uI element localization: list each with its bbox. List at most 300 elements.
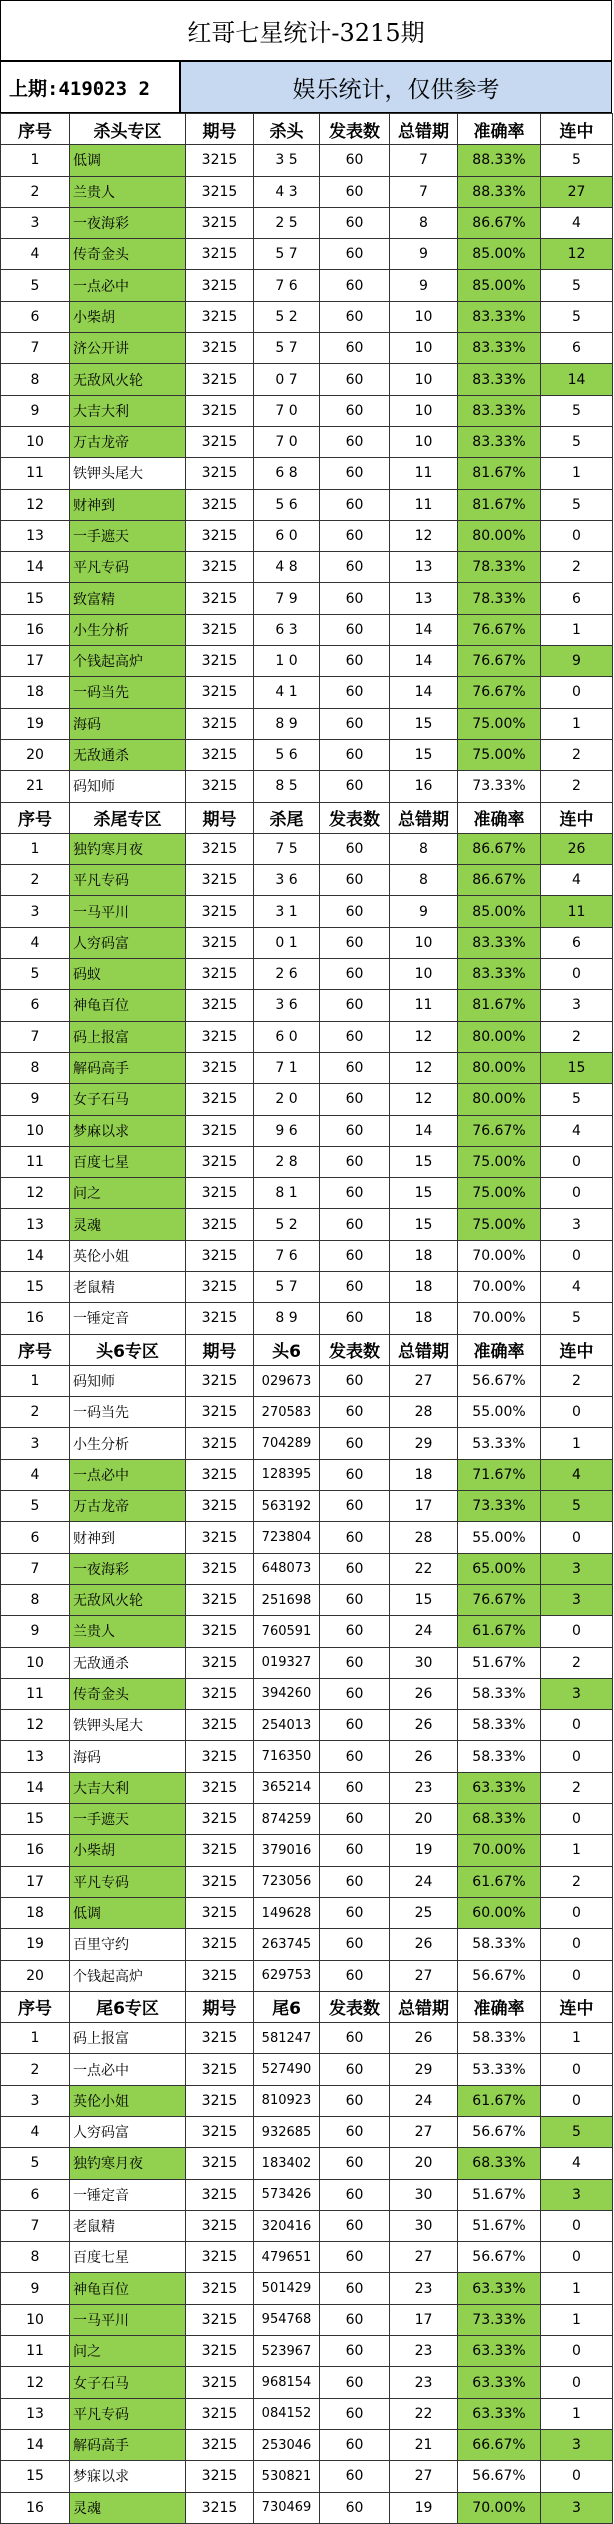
cell-errors: 12	[390, 520, 458, 551]
cell-errors: 25	[390, 1897, 458, 1928]
cell-errors: 14	[390, 614, 458, 645]
cell-published: 60	[320, 1522, 390, 1553]
cell-accuracy: 51.67%	[458, 2179, 541, 2210]
cell-value: 563192	[254, 1491, 320, 1522]
cell-issue: 3215	[186, 207, 254, 238]
table-row	[1, 176, 613, 207]
cell-index: 11	[1, 1678, 70, 1709]
cell-issue: 3215	[186, 739, 254, 770]
table-row	[1, 2023, 613, 2054]
cell-published: 60	[320, 270, 390, 301]
cell-issue: 3215	[186, 2148, 254, 2179]
cell-streak: 0	[541, 1710, 613, 1741]
cell-index: 11	[1, 458, 70, 489]
cell-published: 60	[320, 739, 390, 770]
cell-accuracy: 56.67%	[458, 2461, 541, 2492]
table-row	[1, 1146, 613, 1177]
cell-accuracy: 85.00%	[458, 270, 541, 301]
cell-errors: 27	[390, 1960, 458, 1991]
cell-published: 60	[320, 1897, 390, 1928]
cell-value: 2 5	[254, 207, 320, 238]
cell-index: 13	[1, 1209, 70, 1240]
cell-issue: 3215	[186, 1303, 254, 1334]
cell-accuracy: 53.33%	[458, 1428, 541, 1459]
cell-value: 9 6	[254, 1115, 320, 1146]
cell-issue: 3215	[186, 1584, 254, 1615]
table-row	[1, 1741, 613, 1772]
cell-index: 13	[1, 2398, 70, 2429]
cell-accuracy: 78.33%	[458, 552, 541, 583]
table-row	[1, 239, 613, 270]
cell-published: 60	[320, 2085, 390, 2116]
cell-issue: 3215	[186, 2336, 254, 2367]
cell-streak: 2	[541, 1866, 613, 1897]
cell-accuracy: 60.00%	[458, 1897, 541, 1928]
cell-streak: 6	[541, 583, 613, 614]
table-row	[1, 1428, 613, 1459]
table-row	[1, 552, 613, 583]
cell-index: 16	[1, 1835, 70, 1866]
cell-errors: 30	[390, 1647, 458, 1678]
cell-name: 英伦小姐	[70, 1240, 186, 1271]
cell-index: 3	[1, 2085, 70, 2116]
cell-errors: 29	[390, 1428, 458, 1459]
cell-published: 60	[320, 1491, 390, 1522]
cell-streak: 0	[541, 1741, 613, 1772]
header-issue: 期号	[186, 114, 254, 145]
cell-index: 7	[1, 333, 70, 364]
cell-issue: 3215	[186, 2367, 254, 2398]
cell-errors: 19	[390, 2492, 458, 2523]
table-row	[1, 426, 613, 457]
cell-published: 60	[320, 2273, 390, 2304]
cell-accuracy: 70.00%	[458, 1303, 541, 1334]
cell-issue: 3215	[186, 1209, 254, 1240]
cell-name: 梦寐以求	[70, 2461, 186, 2492]
cell-value: 7 6	[254, 1240, 320, 1271]
cell-published: 60	[320, 239, 390, 270]
cell-streak: 0	[541, 1804, 613, 1835]
cell-value: 253046	[254, 2429, 320, 2460]
cell-name: 低调	[70, 145, 186, 176]
cell-index: 14	[1, 552, 70, 583]
cell-streak: 3	[541, 2429, 613, 2460]
cell-value: 5 7	[254, 239, 320, 270]
cell-published: 60	[320, 1021, 390, 1052]
cell-accuracy: 56.67%	[458, 2242, 541, 2273]
cell-accuracy: 81.67%	[458, 489, 541, 520]
header-name: 杀尾专区	[70, 802, 186, 833]
cell-accuracy: 71.67%	[458, 1459, 541, 1490]
cell-issue: 3215	[186, 176, 254, 207]
cell-value: 3 5	[254, 145, 320, 176]
cell-accuracy: 83.33%	[458, 426, 541, 457]
table-row	[1, 2179, 613, 2210]
cell-streak: 2	[541, 1772, 613, 1803]
cell-name: 解码高手	[70, 2429, 186, 2460]
cell-index: 21	[1, 771, 70, 802]
cell-value: 810923	[254, 2085, 320, 2116]
cell-published: 60	[320, 1804, 390, 1835]
cell-accuracy: 75.00%	[458, 739, 541, 770]
cell-streak: 3	[541, 1209, 613, 1240]
cell-accuracy: 68.33%	[458, 2148, 541, 2179]
cell-index: 2	[1, 1397, 70, 1428]
cell-streak: 1	[541, 2304, 613, 2335]
cell-issue: 3215	[186, 2085, 254, 2116]
cell-errors: 12	[390, 1021, 458, 1052]
cell-streak: 3	[541, 2492, 613, 2523]
table-row	[1, 1303, 613, 1334]
cell-errors: 19	[390, 1835, 458, 1866]
table-row	[1, 1115, 613, 1146]
table-row	[1, 1929, 613, 1960]
cell-streak: 0	[541, 1522, 613, 1553]
cell-index: 18	[1, 677, 70, 708]
table-row	[1, 1553, 613, 1584]
cell-errors: 26	[390, 1678, 458, 1709]
cell-name: 人穷码富	[70, 927, 186, 958]
cell-streak: 0	[541, 1960, 613, 1991]
cell-published: 60	[320, 959, 390, 990]
cell-errors: 18	[390, 1459, 458, 1490]
cell-issue: 3215	[186, 458, 254, 489]
cell-streak: 1	[541, 458, 613, 489]
cell-streak: 1	[541, 2023, 613, 2054]
cell-errors: 27	[390, 2242, 458, 2273]
table-row	[1, 1271, 613, 1302]
cell-errors: 27	[390, 1365, 458, 1396]
cell-streak: 5	[541, 270, 613, 301]
cell-errors: 20	[390, 2148, 458, 2179]
table-row	[1, 739, 613, 770]
cell-issue: 3215	[186, 489, 254, 520]
cell-accuracy: 80.00%	[458, 520, 541, 551]
cell-published: 60	[320, 2179, 390, 2210]
cell-name: 万古龙帝	[70, 426, 186, 457]
cell-issue: 3215	[186, 1021, 254, 1052]
header-errors: 总错期	[390, 1334, 458, 1365]
cell-value: 5 2	[254, 301, 320, 332]
cell-index: 3	[1, 207, 70, 238]
cell-accuracy: 61.67%	[458, 1866, 541, 1897]
table-row	[1, 1052, 613, 1083]
table-row	[1, 2461, 613, 2492]
cell-issue: 3215	[186, 2398, 254, 2429]
cell-accuracy: 81.67%	[458, 990, 541, 1021]
cell-name: 无敌风火轮	[70, 364, 186, 395]
cell-name: 一锤定音	[70, 2179, 186, 2210]
cell-errors: 11	[390, 458, 458, 489]
cell-published: 60	[320, 489, 390, 520]
cell-issue: 3215	[186, 1553, 254, 1584]
cell-value: 254013	[254, 1710, 320, 1741]
cell-errors: 28	[390, 1522, 458, 1553]
cell-accuracy: 73.33%	[458, 2304, 541, 2335]
cell-index: 10	[1, 1647, 70, 1678]
cell-value: 019327	[254, 1647, 320, 1678]
table-row	[1, 990, 613, 1021]
table-row	[1, 1772, 613, 1803]
cell-errors: 24	[390, 1616, 458, 1647]
table-row	[1, 2242, 613, 2273]
cell-issue: 3215	[186, 1804, 254, 1835]
cell-name: 灵魂	[70, 1209, 186, 1240]
cell-index: 14	[1, 1772, 70, 1803]
cell-issue: 3215	[186, 614, 254, 645]
cell-index: 9	[1, 395, 70, 426]
cell-name: 济公开讲	[70, 333, 186, 364]
table-row	[1, 2336, 613, 2367]
cell-issue: 3215	[186, 1240, 254, 1271]
cell-value: 0 1	[254, 927, 320, 958]
cell-value: 2 6	[254, 959, 320, 990]
header-accuracy: 准确率	[458, 114, 541, 145]
cell-errors: 14	[390, 677, 458, 708]
cell-published: 60	[320, 1084, 390, 1115]
cell-name: 一锤定音	[70, 1303, 186, 1334]
cell-issue: 3215	[186, 364, 254, 395]
cell-published: 60	[320, 458, 390, 489]
cell-published: 60	[320, 583, 390, 614]
cell-index: 5	[1, 2148, 70, 2179]
cell-value: 8 9	[254, 708, 320, 739]
cell-published: 60	[320, 1115, 390, 1146]
header-index: 序号	[1, 802, 70, 833]
cell-published: 60	[320, 2429, 390, 2460]
cell-published: 60	[320, 333, 390, 364]
cell-value: 7 6	[254, 270, 320, 301]
header-issue: 期号	[186, 802, 254, 833]
cell-accuracy: 88.33%	[458, 176, 541, 207]
cell-accuracy: 80.00%	[458, 1052, 541, 1083]
cell-index: 10	[1, 2304, 70, 2335]
table-row	[1, 583, 613, 614]
cell-name: 独钓寒月夜	[70, 833, 186, 864]
cell-value: 029673	[254, 1365, 320, 1396]
cell-issue: 3215	[186, 1084, 254, 1115]
cell-issue: 3215	[186, 583, 254, 614]
cell-streak: 1	[541, 2398, 613, 2429]
cell-streak: 3	[541, 1584, 613, 1615]
cell-name: 问之	[70, 2336, 186, 2367]
table-row	[1, 520, 613, 551]
cell-published: 60	[320, 2461, 390, 2492]
table-row	[1, 145, 613, 176]
cell-issue: 3215	[186, 1710, 254, 1741]
header-issue: 期号	[186, 1991, 254, 2022]
cell-index: 17	[1, 646, 70, 677]
table-row	[1, 2148, 613, 2179]
table-row	[1, 959, 613, 990]
cell-errors: 22	[390, 2398, 458, 2429]
cell-errors: 9	[390, 270, 458, 301]
cell-published: 60	[320, 833, 390, 864]
cell-index: 2	[1, 2054, 70, 2085]
cell-index: 9	[1, 1084, 70, 1115]
cell-index: 20	[1, 1960, 70, 1991]
cell-issue: 3215	[186, 677, 254, 708]
page-title: 红哥七星统计-3215期	[0, 0, 612, 61]
cell-name: 平凡专码	[70, 865, 186, 896]
cell-published: 60	[320, 2054, 390, 2085]
cell-name: 一手遮天	[70, 1804, 186, 1835]
header-published: 发表数	[320, 114, 390, 145]
cell-errors: 22	[390, 1553, 458, 1584]
cell-name: 码上报富	[70, 2023, 186, 2054]
cell-issue: 3215	[186, 270, 254, 301]
cell-published: 60	[320, 552, 390, 583]
table-row	[1, 2210, 613, 2241]
cell-index: 5	[1, 270, 70, 301]
cell-errors: 26	[390, 1929, 458, 1960]
cell-streak: 0	[541, 2461, 613, 2492]
cell-value: 263745	[254, 1929, 320, 1960]
cell-name: 无敌风火轮	[70, 1584, 186, 1615]
cell-index: 13	[1, 520, 70, 551]
cell-name: 一夜海彩	[70, 1553, 186, 1584]
cell-index: 12	[1, 1710, 70, 1741]
cell-streak: 0	[541, 2085, 613, 2116]
table-row	[1, 927, 613, 958]
cell-published: 60	[320, 927, 390, 958]
cell-value: 128395	[254, 1459, 320, 1490]
cell-issue: 3215	[186, 301, 254, 332]
cell-errors: 7	[390, 176, 458, 207]
cell-accuracy: 56.67%	[458, 1365, 541, 1396]
cell-value: 8 9	[254, 1303, 320, 1334]
cell-accuracy: 83.33%	[458, 959, 541, 990]
header-errors: 总错期	[390, 1991, 458, 2022]
table-row	[1, 1178, 613, 1209]
cell-published: 60	[320, 677, 390, 708]
cell-value: 3 1	[254, 896, 320, 927]
table-row	[1, 1491, 613, 1522]
cell-errors: 23	[390, 1772, 458, 1803]
table-row	[1, 1678, 613, 1709]
cell-index: 12	[1, 2367, 70, 2398]
cell-errors: 11	[390, 990, 458, 1021]
cell-value: 5 6	[254, 739, 320, 770]
cell-value: 4 8	[254, 552, 320, 583]
cell-value: 365214	[254, 1772, 320, 1803]
cell-errors: 11	[390, 489, 458, 520]
table-row	[1, 270, 613, 301]
cell-value: 6 0	[254, 1021, 320, 1052]
header-value: 杀头	[254, 114, 320, 145]
cell-accuracy: 63.33%	[458, 2336, 541, 2367]
cell-value: 149628	[254, 1897, 320, 1928]
cell-issue: 3215	[186, 333, 254, 364]
cell-name: 铁钾头尾大	[70, 458, 186, 489]
cell-index: 15	[1, 2461, 70, 2492]
cell-issue: 3215	[186, 833, 254, 864]
cell-published: 60	[320, 176, 390, 207]
table-row	[1, 2398, 613, 2429]
cell-published: 60	[320, 1240, 390, 1271]
cell-issue: 3215	[186, 990, 254, 1021]
cell-issue: 3215	[186, 959, 254, 990]
cell-accuracy: 76.67%	[458, 1115, 541, 1146]
cell-errors: 12	[390, 1084, 458, 1115]
cell-streak: 2	[541, 1021, 613, 1052]
cell-name: 个钱起高炉	[70, 646, 186, 677]
cell-name: 女子石马	[70, 1084, 186, 1115]
cell-issue: 3215	[186, 1178, 254, 1209]
cell-name: 无敌通杀	[70, 739, 186, 770]
cell-index: 10	[1, 426, 70, 457]
cell-value: 573426	[254, 2179, 320, 2210]
cell-streak: 5	[541, 395, 613, 426]
table-row	[1, 364, 613, 395]
cell-errors: 23	[390, 2336, 458, 2367]
cell-streak: 0	[541, 1929, 613, 1960]
cell-index: 8	[1, 2242, 70, 2273]
cell-value: 3 6	[254, 865, 320, 896]
cell-issue: 3215	[186, 1835, 254, 1866]
cell-name: 解码高手	[70, 1052, 186, 1083]
cell-name: 码上报富	[70, 1021, 186, 1052]
cell-index: 12	[1, 489, 70, 520]
cell-index: 8	[1, 1584, 70, 1615]
table-row	[1, 1960, 613, 1991]
table-row	[1, 614, 613, 645]
cell-issue: 3215	[186, 1428, 254, 1459]
cell-name: 财神到	[70, 489, 186, 520]
cell-streak: 2	[541, 1647, 613, 1678]
cell-value: 704289	[254, 1428, 320, 1459]
stats-table	[0, 113, 613, 2524]
header-errors: 总错期	[390, 114, 458, 145]
cell-name: 一马平川	[70, 896, 186, 927]
cell-streak: 5	[541, 489, 613, 520]
cell-index: 16	[1, 2492, 70, 2523]
cell-streak: 1	[541, 1835, 613, 1866]
cell-streak: 0	[541, 959, 613, 990]
cell-issue: 3215	[186, 2117, 254, 2148]
cell-name: 万古龙帝	[70, 1491, 186, 1522]
cell-accuracy: 81.67%	[458, 458, 541, 489]
cell-published: 60	[320, 1866, 390, 1897]
cell-published: 60	[320, 2398, 390, 2429]
header-streak: 连中	[541, 802, 613, 833]
header-published: 发表数	[320, 1991, 390, 2022]
table-row	[1, 1584, 613, 1615]
cell-value: 4 1	[254, 677, 320, 708]
table-row	[1, 2273, 613, 2304]
cell-index: 3	[1, 896, 70, 927]
cell-name: 人穷码富	[70, 2117, 186, 2148]
table-row	[1, 2429, 613, 2460]
cell-issue: 3215	[186, 520, 254, 551]
cell-issue: 3215	[186, 1647, 254, 1678]
cell-value: 7 1	[254, 1052, 320, 1083]
cell-published: 60	[320, 1772, 390, 1803]
cell-streak: 1	[541, 614, 613, 645]
cell-name: 灵魂	[70, 2492, 186, 2523]
cell-errors: 30	[390, 2210, 458, 2241]
cell-issue: 3215	[186, 1052, 254, 1083]
cell-issue: 3215	[186, 1397, 254, 1428]
cell-streak: 1	[541, 708, 613, 739]
cell-errors: 14	[390, 1115, 458, 1146]
cell-accuracy: 86.67%	[458, 833, 541, 864]
cell-name: 老鼠精	[70, 1271, 186, 1302]
cell-index: 17	[1, 1866, 70, 1897]
header-streak: 连中	[541, 1991, 613, 2022]
cell-streak: 5	[541, 145, 613, 176]
cell-name: 独钓寒月夜	[70, 2148, 186, 2179]
